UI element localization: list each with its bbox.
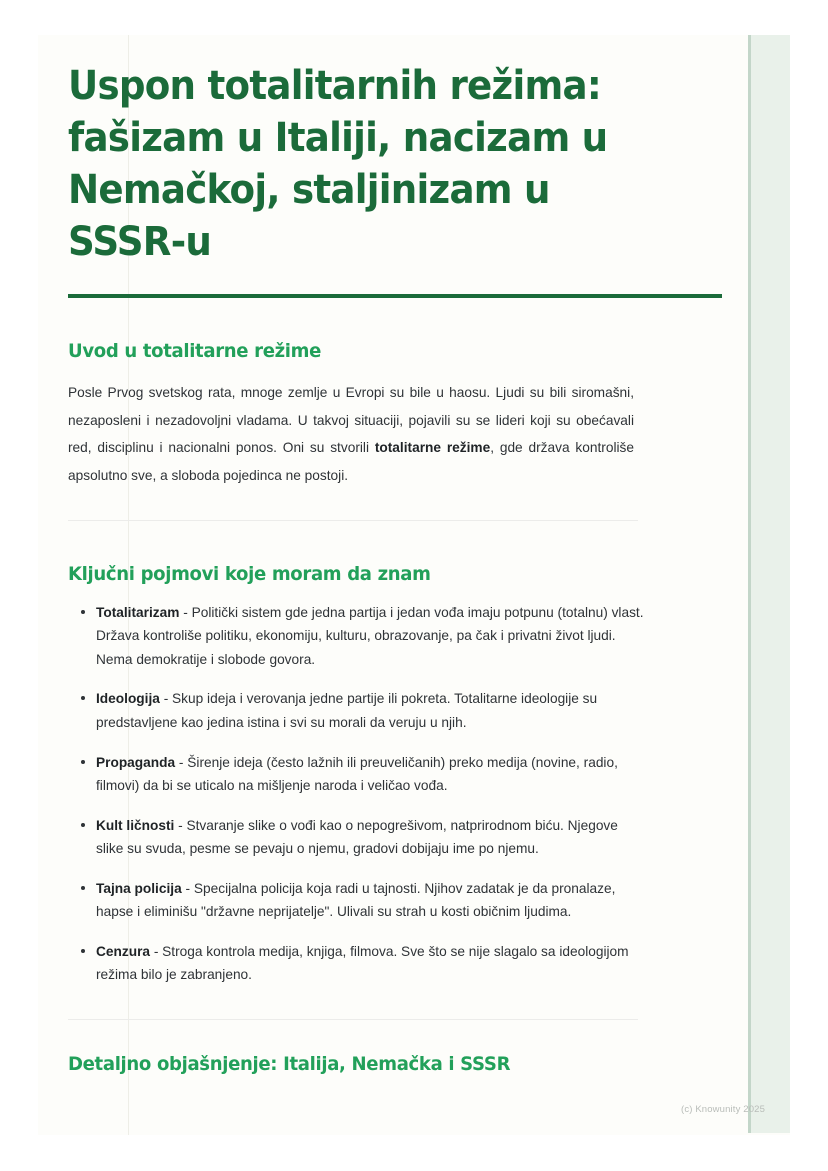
intro-paragraph — [68, 379, 634, 490]
list-item — [68, 601, 648, 672]
term-name: Tajna policija — [96, 880, 182, 896]
intro-text-part1: Posle Prvog svetskog rata, mnoge zemlje u Evropi su bile u haosu. Ljudi su bili siromašni, nezaposleni i nezadovoljni vladama. U takvoj situaciji, pojavili su se lideri koji su obećavali red, disciplinu i nacionalni ponos. Oni su stvorili — [68, 385, 634, 456]
list-item — [68, 877, 648, 924]
list-item — [68, 940, 648, 987]
term-name: Propaganda — [96, 754, 176, 770]
term-definition: - Specijalna policija koja radi u tajnosti. Njihov zadatak je da pronalaze, hapse i eliminišu "državne neprijatelje". Ulivali su strah u kosti običnim ljudima. — [96, 880, 616, 920]
copyright-watermark: (c) Knowunity 2025 — [681, 1104, 766, 1115]
term-definition: - Širenje ideja (često lažnih ili preuveličanih) preko medija (novine, radio, filmovi) da bi se uticalo na mišljenje naroda i veličao vođa. — [96, 754, 618, 794]
term-definition: - Stvaranje slike o vođi kao o nepogrešivom, natprirodnom biću. Njegove slike su svuda, pesme se pevaju o njemu, gradovi dobijaju ime po njemu. — [96, 817, 618, 857]
section-divider-1 — [68, 520, 638, 521]
term-definition: - Politički sistem gde jedna partija i jedan vođa imaju potpunu (totalnu) vlast. Država kontroliše politiku, ekonomiju, kulturu, obrazovanje, pa čak i privatni život ljudi. Nema demokratije i slobode govora. — [96, 604, 644, 667]
list-item — [68, 687, 648, 734]
term-name: Kult ličnosti — [96, 817, 175, 833]
list-item — [68, 751, 648, 798]
term-definition: - Skup ideja i verovanja jedne partije ili pokreta. Totalitarne ideologije su predstavljene kao jedina istina i svi su morali da veruju u njih. — [96, 691, 598, 730]
section-divider-2 — [68, 1019, 638, 1020]
section-heading-intro: Uvod u totalitarne režime — [68, 340, 322, 362]
term-name: Cenzura — [96, 943, 151, 959]
title-underline-rule — [68, 294, 722, 298]
term-name: Totalitarizam — [96, 604, 180, 620]
bullet-icon — [81, 696, 85, 700]
page-edge-strip — [748, 35, 790, 1133]
list-item — [68, 814, 648, 861]
bullet-icon — [81, 610, 85, 614]
bullet-icon — [81, 949, 85, 953]
bullet-icon — [81, 823, 85, 827]
page-title: Uspon totalitarnih režima: fašizam u Italiji, nacizam u Nemačkoj, staljinizam u SSSR-u — [68, 63, 608, 265]
intro-text-bold: totalitarne režime — [374, 440, 491, 456]
key-terms-list — [68, 601, 648, 987]
section-heading-detail: Detaljno objašnjenje: Italija, Nemačka i SSSR — [68, 1053, 511, 1075]
section-heading-key-terms: Ključni pojmovi koje moram da znam — [68, 562, 431, 585]
term-definition: - Stroga kontrola medija, knjiga, filmova. Sve što se nije slagalo sa ideologijom režima bilo je zabranjeno. — [96, 943, 629, 983]
intro-text-part2: , gde država kontroliše apsolutno sve, a sloboda pojedinca ne postoji. — [68, 440, 634, 484]
bullet-icon — [81, 886, 85, 890]
term-name: Ideologija — [96, 691, 160, 707]
document-content — [68, 60, 728, 1075]
bullet-icon — [81, 760, 85, 764]
